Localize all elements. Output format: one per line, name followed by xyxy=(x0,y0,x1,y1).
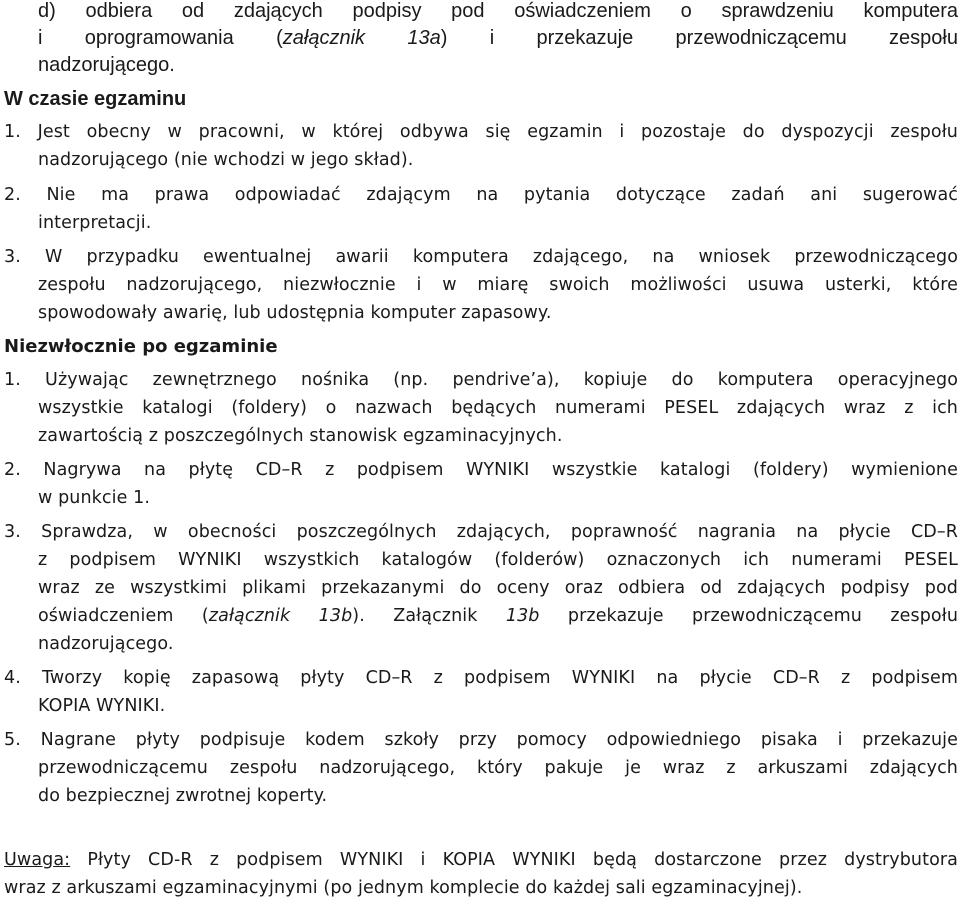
during-item3-line3: spowodowały awarię, lub udostępnia komputer zapasowy. xyxy=(38,303,552,323)
after-item2-line1: 2. Nagrywa na płytę CD–R z podpisem WYNIKI wszystkie katalogi (foldery) wymienione xyxy=(4,460,958,480)
after-item3-line4: oświadczeniem (załącznik 13b). Załącznik 13b przekazuje przewodniczącemu zespołu xyxy=(38,606,959,626)
note-line1: Uwaga: Płyty CD-R z podpisem WYNIKI i KOPIA WYNIKI będą dostarczone przez dystrybutora xyxy=(4,850,958,870)
during-item1-line1: 1. Jest obecny w pracowni, w której odbywa się egzamin i pozostaje do dyspozycji zespołu xyxy=(4,122,958,142)
attachment-13b-ref-2: 13b xyxy=(505,606,540,626)
after-item5-line1: 5. Nagrane płyty podpisuje kodem szkoły przy pomocy odpowiedniego pisaka i przekazuje xyxy=(4,730,958,750)
note-line2: wraz z arkuszami egzaminacyjnymi (po jednym komplecie do każdej sali egzaminacyjnej). xyxy=(4,878,803,898)
after-item2-line2: w punkcie 1. xyxy=(38,488,151,508)
after-item3-line1: 3. Sprawdza, w obecności poszczególnych zdających, poprawność nagrania na płycie CD–R xyxy=(4,522,958,542)
during-item1-line2: nadzorującego (nie wchodzi w jego skład). xyxy=(38,150,414,170)
after-item5-line3: do bezpiecznej zwrotnej koperty. xyxy=(38,786,328,806)
after-item3-line5: nadzorującego. xyxy=(38,634,174,654)
after-item4-line2: KOPIA WYNIKI. xyxy=(38,696,166,716)
after-item3-line3: wraz ze wszystkimi plikami przekazanymi do oceny oraz odbiera od zdających podpisy pod xyxy=(38,578,958,598)
heading-during-exam: W czasie egzaminu xyxy=(4,88,187,110)
during-item2-line2: interpretacji. xyxy=(38,213,152,233)
after-item3-line2: z podpisem WYNIKI wszystkich katalogów (folderów) oznaczonych ich numerami PESEL xyxy=(38,550,958,570)
after-item1-line2: wszystkie katalogi (foldery) o nazwach będących numerami PESEL zdających wraz z ich xyxy=(38,398,958,418)
after-item1-line1: 1. Używając zewnętrznego nośnika (np. pendrive’a), kopiuje do komputera operacyjnego xyxy=(4,370,958,390)
attachment-13b-ref: załącznik 13b xyxy=(208,606,353,626)
note-label: Uwaga: xyxy=(4,850,71,870)
during-item3-line2: zespołu nadzorującego, niezwłocznie i w miarę swoich możliwości usuwa usterki, które xyxy=(38,275,958,295)
intro-d-line3: nadzorującego. xyxy=(38,54,175,76)
attachment-13a-ref: załącznik 13a xyxy=(282,27,441,49)
during-item2-line1: 2. Nie ma prawa odpowiadać zdającym na pytania dotyczące zadań ani sugerować xyxy=(4,185,958,205)
intro-d-line1: d) odbiera od zdających podpisy pod oświadczeniem o sprawdzeniu komputera xyxy=(38,0,958,22)
after-item5-line2: przewodniczącemu zespołu nadzorującego, który pakuje je wraz z arkuszami zdających xyxy=(38,758,958,778)
intro-d-line2: i oprogramowania (załącznik 13a) i przekazuje przewodniczącemu zespołu xyxy=(38,27,958,49)
heading-after-exam: Niezwłocznie po egzaminie xyxy=(4,336,278,357)
after-item1-line3: zawartością z poszczególnych stanowisk egzaminacyjnych. xyxy=(38,426,563,446)
after-item4-line1: 4. Tworzy kopię zapasową płyty CD–R z podpisem WYNIKI na płycie CD–R z podpisem xyxy=(4,668,958,688)
during-item3-line1: 3. W przypadku ewentualnej awarii komputera zdającego, na wniosek przewodniczącego xyxy=(4,247,958,267)
